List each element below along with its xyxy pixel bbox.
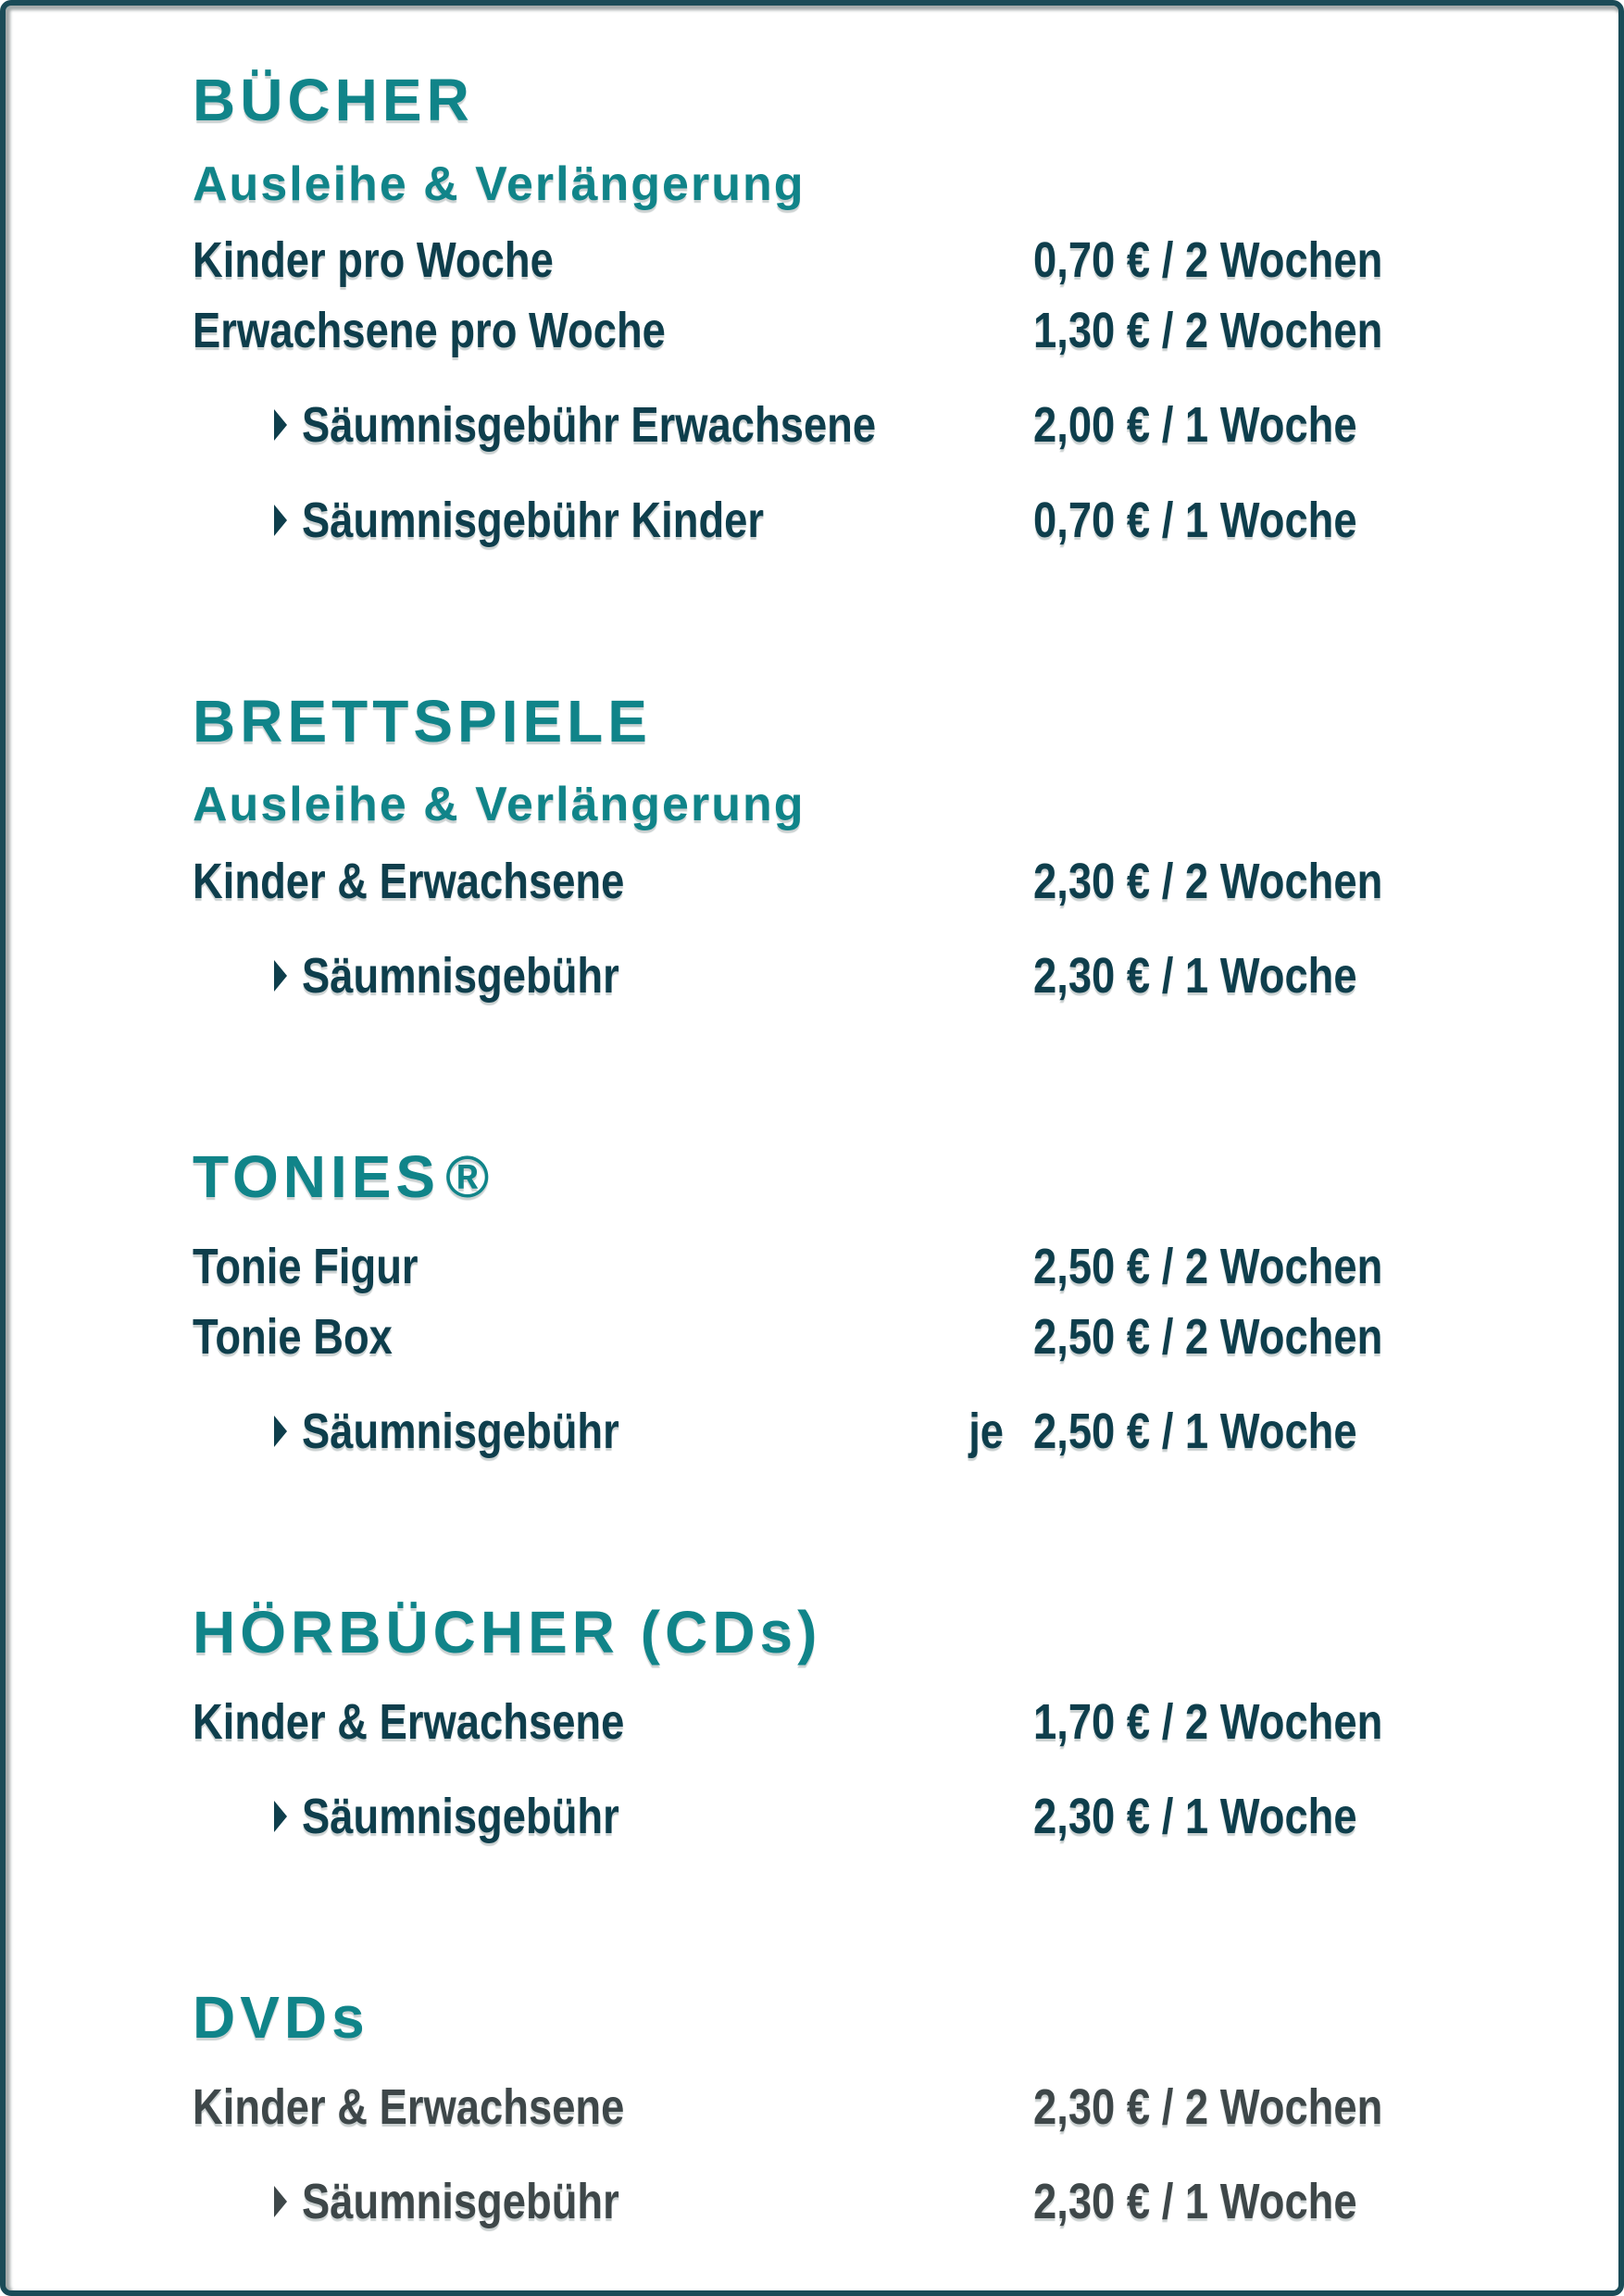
price-section — [193, 1599, 1581, 1849]
price-row — [193, 488, 1581, 553]
item-price: 2,30 € / 1 Woche — [1033, 947, 1357, 1004]
item-label: Kinder & Erwachsene — [193, 1693, 625, 1750]
item-price: 2,50 € / 1 Woche — [1033, 1404, 1357, 1460]
item-price-cell — [1033, 849, 1581, 914]
item-price-cell — [1033, 2169, 1581, 2234]
section-rows — [193, 1690, 1581, 1849]
price-section — [193, 1143, 1581, 1464]
item-label-cell — [193, 1304, 1033, 1369]
section-subtitle-text: Ausleihe & Verlängerung — [193, 778, 806, 832]
item-label-cell — [193, 1784, 1033, 1849]
price-section — [193, 1984, 1581, 2234]
item-label: Kinder & Erwachsene — [193, 853, 625, 909]
price-row — [193, 298, 1581, 363]
item-price-cell — [1033, 2075, 1581, 2140]
item-price-cell — [1033, 488, 1581, 553]
section-rows — [193, 2075, 1581, 2234]
price-section — [193, 67, 1581, 553]
section-rows — [193, 228, 1581, 553]
item-label-cell — [193, 1399, 1033, 1464]
item-label-cell — [193, 393, 1033, 457]
item-price: 2,30 € / 1 Woche — [1033, 1789, 1357, 1845]
item-price: 0,70 € / 2 Wochen — [1033, 231, 1383, 288]
price-row — [193, 1784, 1581, 1849]
item-label: Kinder & Erwachsene — [193, 2078, 625, 2135]
item-price: 2,50 € / 2 Wochen — [1033, 1308, 1383, 1365]
registered-trademark-symbol: ® — [445, 1143, 490, 1211]
item-label-cell — [193, 1690, 1033, 1754]
item-label: Säumnisgebühr — [302, 2174, 619, 2229]
price-row — [193, 2075, 1581, 2140]
section-rows — [193, 1234, 1581, 1465]
price-row — [193, 228, 1581, 293]
item-price: 2,30 € / 2 Wochen — [1033, 2078, 1383, 2135]
item-price-cell — [1033, 1234, 1581, 1299]
price-row — [193, 1690, 1581, 1754]
price-row — [193, 2169, 1581, 2234]
item-label-cell — [193, 298, 1033, 363]
item-price: 2,50 € / 2 Wochen — [1033, 1238, 1383, 1294]
section-title — [193, 1599, 1581, 1667]
item-label: Säumnisgebühr — [302, 1789, 619, 1845]
item-label: Säumnisgebühr — [302, 947, 619, 1004]
price-row — [193, 849, 1581, 914]
item-price: 2,30 € / 1 Woche — [1033, 2174, 1357, 2229]
arrow-right-icon — [274, 1416, 287, 1447]
price-row — [193, 1304, 1581, 1369]
section-title-text: BÜCHER — [193, 67, 474, 133]
item-price-cell — [1033, 1399, 1581, 1464]
item-label: Säumnisgebühr — [302, 1404, 619, 1460]
item-price-cell — [1033, 393, 1581, 457]
section-subtitle — [193, 776, 1581, 833]
item-price-cell — [1033, 1304, 1581, 1369]
arrow-right-icon — [274, 960, 287, 992]
section-title-text: DVDs — [193, 1984, 369, 2052]
item-label-cell — [193, 488, 1033, 553]
item-label-cell — [193, 2169, 1033, 2234]
item-label: Tonie Figur — [193, 1238, 418, 1294]
item-label-cell — [193, 1234, 1033, 1299]
section-rows — [193, 849, 1581, 1008]
item-label: Tonie Box — [193, 1308, 393, 1365]
arrow-right-icon — [274, 409, 287, 441]
item-label: Säumnisgebühr Erwachsene — [302, 397, 877, 454]
arrow-right-icon — [274, 1801, 287, 1832]
item-label: Erwachsene pro Woche — [193, 303, 666, 359]
item-label-cell — [193, 2075, 1033, 2140]
item-price: 1,70 € / 2 Wochen — [1033, 1693, 1383, 1750]
section-title-text: HÖRBÜCHER (CDs) — [193, 1599, 822, 1666]
item-price: 2,30 € / 2 Wochen — [1033, 853, 1383, 909]
item-price: 0,70 € / 1 Woche — [1033, 492, 1357, 548]
item-price-cell — [1033, 943, 1581, 1008]
section-title — [193, 1143, 1581, 1212]
item-price-cell — [1033, 298, 1581, 363]
price-row — [193, 1399, 1581, 1464]
item-price-cell — [1033, 1690, 1581, 1754]
item-label: Säumnisgebühr Kinder — [302, 492, 765, 548]
section-subtitle — [193, 156, 1581, 213]
item-price: 1,30 € / 2 Wochen — [1033, 303, 1383, 359]
section-title — [193, 688, 1581, 756]
item-price: 2,00 € / 1 Woche — [1033, 397, 1357, 454]
item-label-cell — [193, 228, 1033, 293]
section-title-text: TONIES — [193, 1143, 441, 1211]
item-label-cell — [193, 943, 1033, 1008]
item-label: Kinder pro Woche — [193, 231, 554, 288]
arrow-right-icon — [274, 2186, 287, 2217]
item-price-cell — [1033, 228, 1581, 293]
item-label-cell — [193, 849, 1033, 914]
section-title-text: BRETTSPIELE — [193, 687, 652, 755]
price-row — [193, 1234, 1581, 1299]
item-price-cell — [1033, 1784, 1581, 1849]
section-title — [193, 67, 1581, 135]
price-row — [193, 393, 1581, 457]
section-subtitle-text: Ausleihe & Verlängerung — [193, 156, 806, 211]
price-row — [193, 943, 1581, 1008]
price-list — [193, 6, 1581, 2234]
price-section — [193, 688, 1581, 1008]
section-title — [193, 1984, 1581, 2053]
price-prefix: je — [968, 1404, 1004, 1460]
arrow-right-icon — [274, 505, 287, 536]
